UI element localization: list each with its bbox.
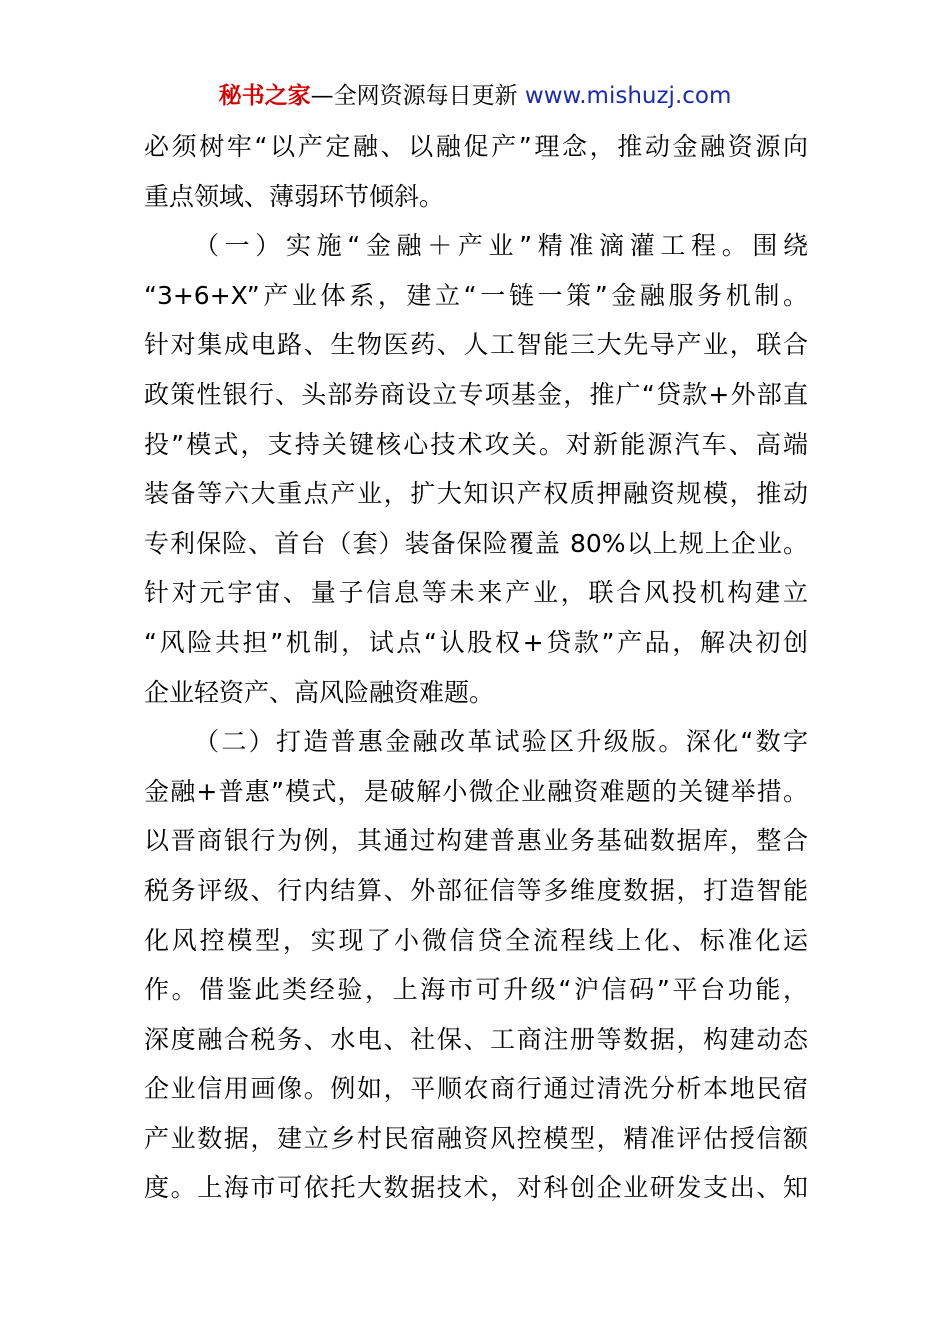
site-url-link[interactable]: www.mishuzj.com [524,83,732,109]
site-brand: 秘书之家 [218,83,311,109]
paragraph-line: 以晋商银行为例，其通过构建普惠业务基础数据库，整合 [144,826,808,856]
paragraph-line: 必须树牢“以产定融、以融促产”理念，推动金融资源向 [144,132,808,161]
paragraph-line: “风险共担”机制，试点“认股权+贷款”产品，解决初创 [144,627,808,657]
paragraph-line: 装备等六大重点产业，扩大知识产权质押融资规模，推动 [144,479,808,509]
paragraph-line: 针对元宇宙、量子信息等未来产业，联合风投机构建立 [144,578,808,608]
paragraph-line: 政策性银行、头部券商设立专项基金，推广“贷款+外部直 [144,379,808,409]
paragraph-line: 针对集成电路、生物医药、人工智能三大先导产业，联合 [144,330,808,360]
site-tagline: —全网资源每日更新 [310,83,525,109]
paragraph-line: 企业信用画像。例如，平顺农商行通过清洗分析本地民宿 [144,1074,808,1104]
paragraph-line: 深度融合税务、水电、社保、工商注册等数据，构建动态 [144,1024,808,1054]
site-header [0,80,950,112]
paragraph-line: 专利保险、首台（套）装备保险覆盖 80%以上规上企业。 [144,528,808,558]
paragraph-line: 度。上海市可依托大数据技术，对科创企业研发支出、知 [144,1173,808,1203]
paragraph-line: 作。借鉴此类经验，上海市可升级“沪信码”平台功能， [144,975,808,1005]
paragraph-line: 产业数据，建立乡村民宿融资风控模型，精准评估授信额 [144,1123,808,1153]
section-heading-line: （二）打造普惠金融改革试验区升级版。深化“数字 [194,727,808,757]
paragraph-line: 金融+普惠”模式，是破解小微企业融资难题的关键举措。 [144,776,808,806]
paragraph-line: 化风控模型，实现了小微信贷全流程线上化、标准化运 [144,925,808,955]
paragraph-line: 企业轻资产、高风险融资难题。 [144,677,495,707]
paragraph-line: 重点领域、薄弱环节倾斜。 [144,181,445,211]
paragraph-line: 税务评级、行内结算、外部征信等多维度数据，打造智能 [144,875,808,905]
section-heading-line: （一）实施“金融＋产业”精准滴灌工程。围绕 [194,231,808,261]
paragraph-line: 投”模式，支持关键核心技术攻关。对新能源汽车、高端 [144,429,808,459]
document-body [144,122,808,1213]
paragraph-line: “3+6+X”产业体系，建立“一链一策”金融服务机制。 [144,280,808,310]
